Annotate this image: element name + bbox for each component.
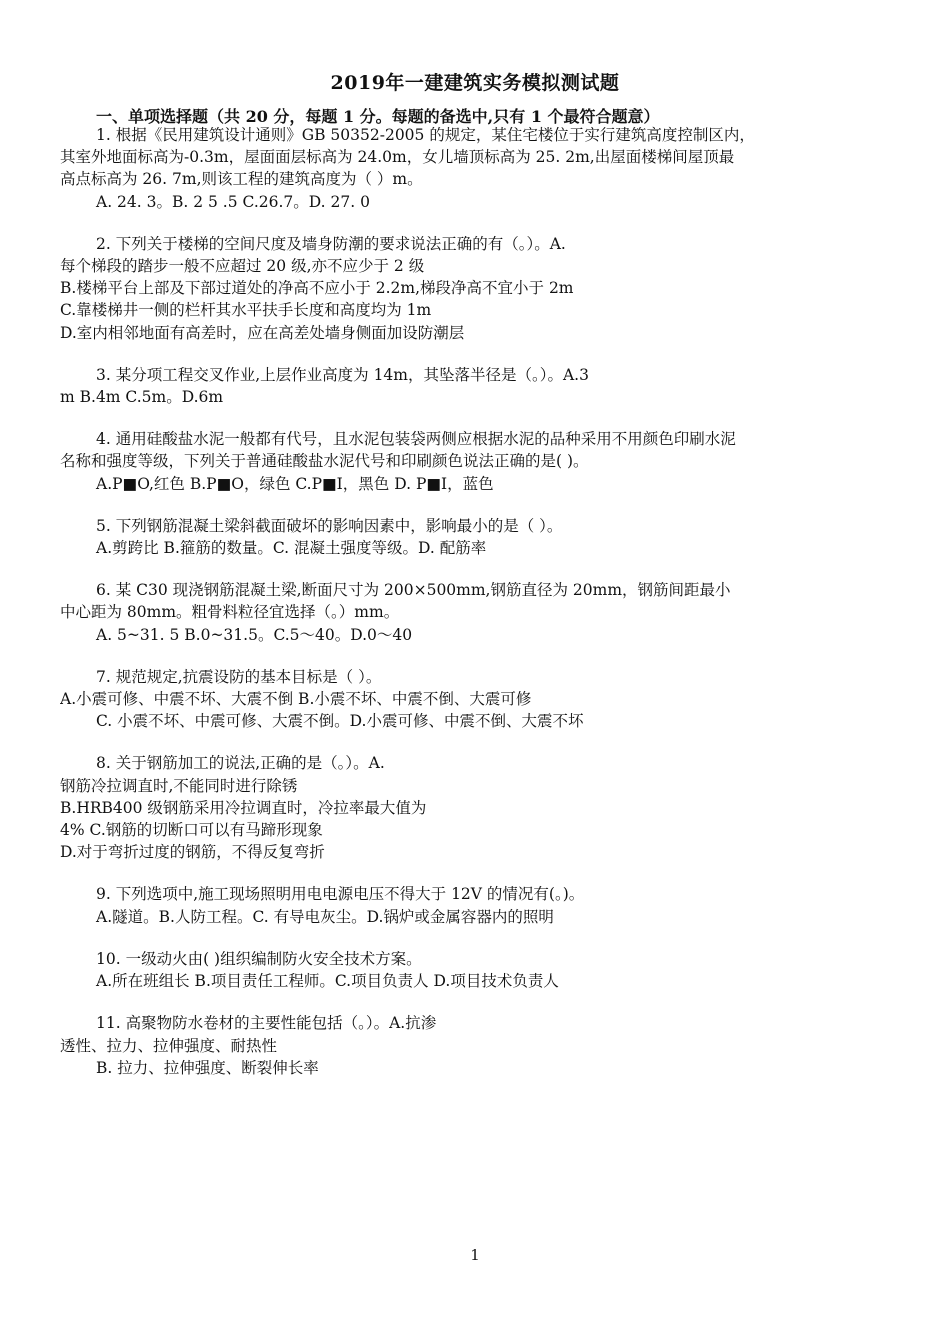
question-line: B. 拉力、拉伸强度、断裂伸长率 <box>96 1058 319 1077</box>
question-stem: 7. 规范规定,抗震设防的基本目标是（ ）。 <box>96 667 382 686</box>
question-line: 其室外地面标高为-0.3m，屋面面层标高为 24.0m，女儿墙顶标高为 25. 2m,出屋面楼梯间屋顶最 <box>60 148 735 167</box>
question-line: 名称和强度等级，下列关于普通硅酸盐水泥代号和印刷颜色说法正确的是( )。 <box>60 452 589 471</box>
question-line: m B.4m C.5m。D.6m <box>60 388 224 407</box>
question-6 <box>60 579 900 646</box>
question-line: 每个梯段的踏步一般不应超过 20 级,亦不应少于 2 级 <box>60 257 425 276</box>
question-line: B.楼梯平台上部及下部过道处的净高不应小于 2.2m,梯段净高不宜小于 2m <box>60 279 574 298</box>
question-line: A.剪跨比 B.箍筋的数量。C. 混凝土强度等级。D. 配筋率 <box>96 539 487 558</box>
question-line: A.隧道。B.人防工程。C. 有导电灰尘。D.锅炉或金属容器内的照明 <box>96 907 554 926</box>
question-line: D.对于弯折过度的钢筋，不得反复弯折 <box>60 843 325 862</box>
question-line: 4% C.钢筋的切断口可以有马蹄形现象 <box>60 821 323 840</box>
page-title: 2019年一建建筑实务模拟测试题 <box>330 72 620 94</box>
question-7 <box>60 666 900 733</box>
question-line: 透性、拉力、拉伸强度、耐热性 <box>60 1036 278 1055</box>
question-stem: 3. 某分项工程交叉作业,上层作业高度为 14m，其坠落半径是（。）。A.3 <box>96 365 589 384</box>
question-stem: 11. 高聚物防水卷材的主要性能包括（。）。A.抗渗 <box>96 1014 437 1033</box>
question-line: 钢筋冷拉调直时,不能同时进行除锈 <box>60 776 298 795</box>
question-line: B.HRB400 级钢筋采用冷拉调直时，冷拉率最大值为 <box>60 798 427 817</box>
question-stem: 5. 下列钢筋混凝土梁斜截面破坏的影响因素中，影响最小的是（ ）。 <box>96 516 563 535</box>
question-line: A.所在班组长 B.项目责任工程师。C.项目负责人 D.项目技术负责人 <box>96 972 559 991</box>
question-10 <box>60 948 900 992</box>
question-line: A. 24. 3。B. 2 5 .5 C.26.7。D. 27. 0 <box>96 192 370 211</box>
question-line: C. 小震不坏、中震可修、大震不倒。D.小震可修、中震不倒、大震不坏 <box>96 712 584 731</box>
question-3 <box>60 364 900 408</box>
question-stem: 8. 关于钢筋加工的说法,正确的是（。）。A. <box>96 754 385 773</box>
question-line: 中心距为 80mm。粗骨料粒径宜选择（。）mm。 <box>60 603 400 622</box>
question-5 <box>60 515 900 559</box>
question-line: 高点标高为 26. 7m,则该工程的建筑高度为（ ）m。 <box>60 170 423 189</box>
question-4 <box>60 428 900 495</box>
question-line: A.小震可修、中震不坏、大震不倒 B.小震不坏、中震不倒、大震可修 <box>60 690 532 709</box>
question-line: A.P■O,红色 B.P■O，绿色 C.P■Ⅰ，黑色 D. P■Ⅰ，蓝色 <box>96 474 494 493</box>
section-heading: 一、单项选择题（共 20 分，每题 1 分。每题的备选中,只有 1 个最符合题意） <box>96 107 660 126</box>
question-11 <box>60 1012 900 1079</box>
question-2 <box>60 233 900 344</box>
question-stem: 2. 下列关于楼梯的空间尺度及墙身防潮的要求说法正确的有（。）。A. <box>96 234 566 253</box>
question-9 <box>60 883 900 927</box>
question-1 <box>60 124 900 213</box>
page-number: 1 <box>470 1246 480 1264</box>
question-stem: 10. 一级动火由( )组织编制防火安全技术方案。 <box>96 949 422 968</box>
question-stem: 6. 某 C30 现浇钢筋混凝土梁,断面尺寸为 200×500mm,钢筋直径为 20mm，钢筋间距最小 <box>96 581 731 600</box>
question-8 <box>60 752 900 863</box>
question-stem: 1. 根据《民用建筑设计通则》GB 50352-2005 的规定，某住宅楼位于实行建筑高度控制区内， <box>96 126 755 144</box>
question-stem: 4. 通用硅酸盐水泥一般都有代号，且水泥包装袋两侧应根据水泥的品种采用不用颜色印刷水泥 <box>96 430 736 449</box>
question-line: A. 5~31. 5 B.0~31.5。C.5～40。D.0～40 <box>96 625 413 644</box>
question-line: C.靠楼梯井一侧的栏杆其水平扶手长度和高度均为 1m <box>60 301 432 320</box>
question-list <box>60 124 900 1099</box>
question-stem: 9. 下列选项中,施工现场照明用电电源电压不得大于 12V 的情况有(。)。 <box>96 885 585 904</box>
question-line: D.室内相邻地面有高差时，应在高差处墙身侧面加设防潮层 <box>60 323 465 342</box>
